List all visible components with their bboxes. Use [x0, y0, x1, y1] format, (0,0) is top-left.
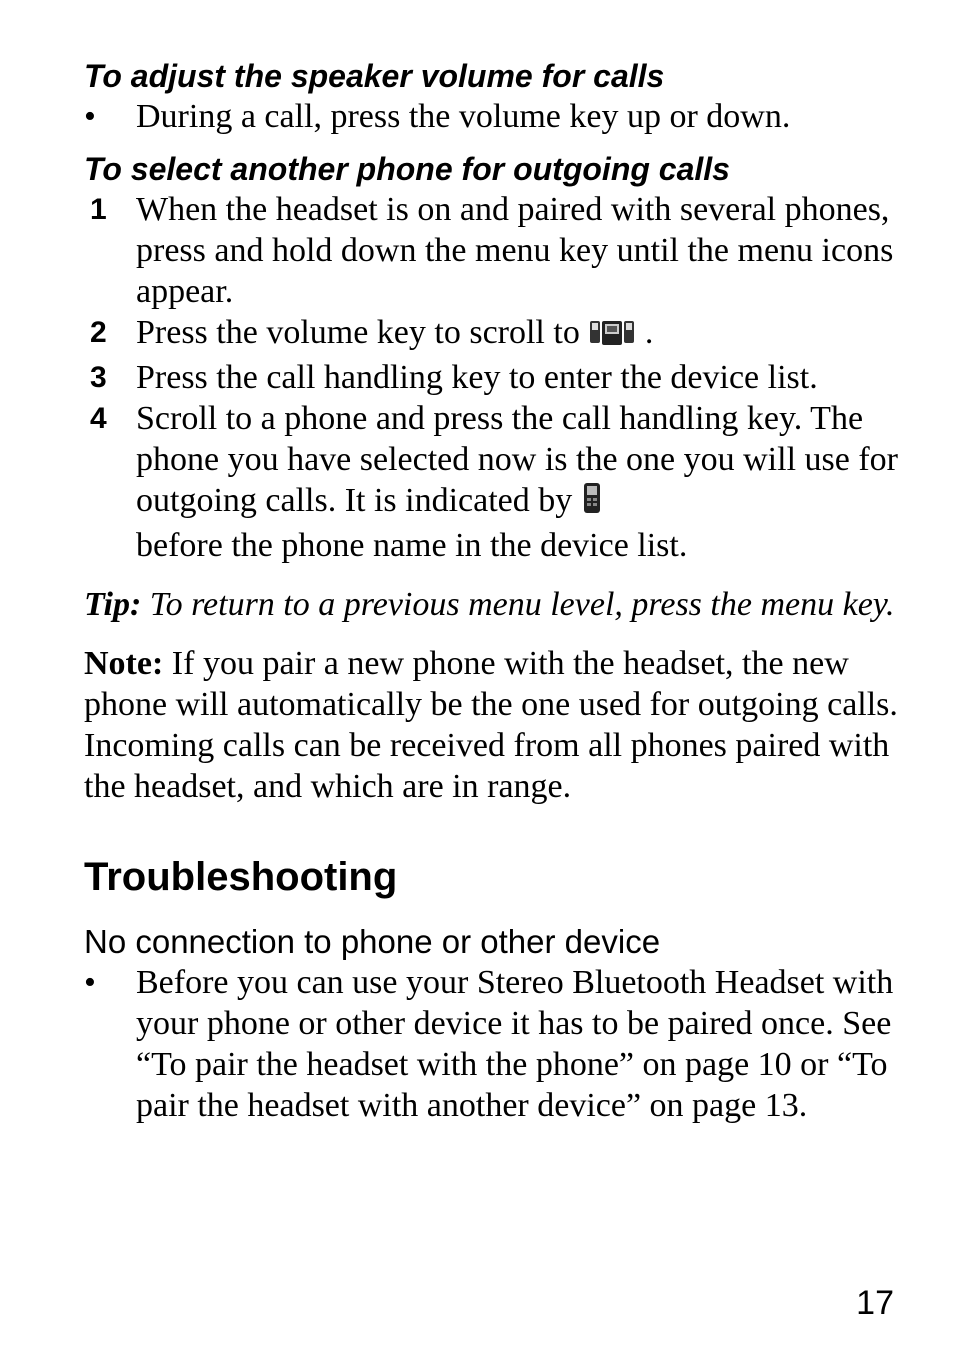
volume-bullet-item	[84, 96, 904, 137]
step-number: 3	[90, 361, 107, 394]
manual-page	[84, 56, 904, 1126]
step-3	[84, 357, 904, 398]
step-number: 4	[90, 402, 107, 435]
phones-menu-icon	[588, 316, 636, 357]
step-text-after-icon: before the phone name in the device list.	[136, 527, 688, 564]
step-text	[136, 398, 904, 566]
tip-text: To return to a previous menu level, press the menu key.	[149, 586, 895, 623]
step-4	[84, 398, 904, 566]
step-text: Press the call handling key to enter the device list.	[136, 359, 818, 396]
step-text-before-icon: Scroll to a phone and press the call handling key. The phone you have selected now is the one you will use for outgoing calls. It is indicated by	[136, 400, 898, 519]
step-text-after-icon: .	[644, 314, 654, 351]
tip-paragraph	[84, 584, 904, 625]
step-text-before-icon: Press the volume key to scroll to	[136, 314, 580, 351]
troubleshooting-instruction: Before you can use your Stereo Bluetooth Headset with your phone or other device it has to be paired once. See “To pair the headset with the phone” on page 10 or “To pair the headset with another device” on page 13.	[136, 964, 894, 1124]
selected-phone-icon	[581, 481, 603, 525]
volume-instruction: During a call, press the volume key up or down.	[136, 98, 791, 135]
note-paragraph	[84, 643, 904, 807]
volume-heading: To adjust the speaker volume for calls	[84, 58, 665, 94]
note-text: If you pair a new phone with the headset, the new phone will automatically be the one used for outgoing calls. Incoming calls can be received from all phones paired with the headset, and which are in range.	[84, 645, 898, 805]
page-number: 17	[856, 1284, 894, 1322]
step-text	[136, 312, 904, 357]
step-text: When the headset is on and paired with several phones, press and hold down the menu key until the menu icons appear.	[136, 191, 894, 310]
tip-label: Tip:	[84, 586, 142, 623]
bullet: •	[84, 964, 96, 1001]
troubleshooting-title: Troubleshooting	[84, 855, 398, 899]
step-2	[84, 312, 904, 357]
step-number: 1	[90, 193, 107, 226]
troubleshooting-bullet-item	[84, 962, 904, 1126]
bullet: •	[84, 98, 96, 135]
step-1	[84, 189, 904, 312]
select-phone-heading: To select another phone for outgoing calls	[84, 151, 730, 187]
step-number: 2	[90, 316, 107, 349]
note-label: Note:	[84, 645, 164, 682]
no-connection-subheading: No connection to phone or other device	[84, 923, 661, 960]
